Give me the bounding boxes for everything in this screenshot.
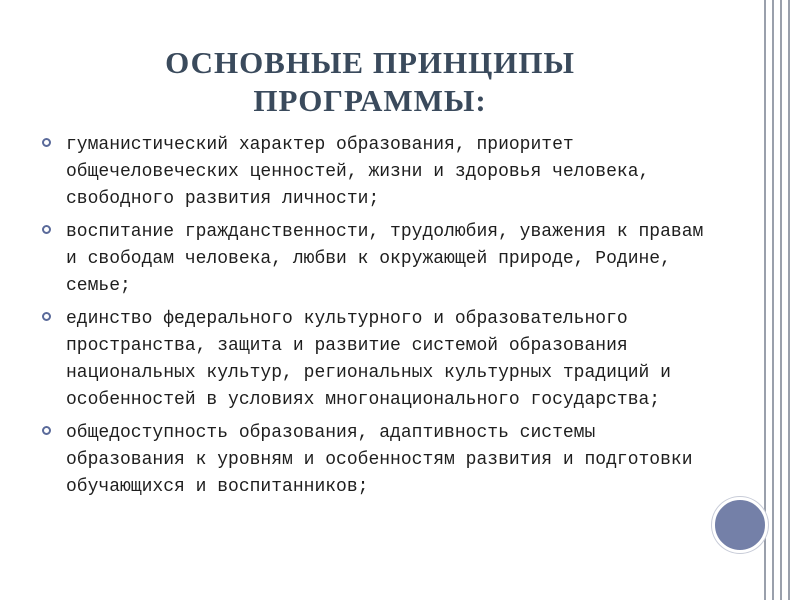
bullet-item [40,420,720,501]
stripe-line [788,0,790,600]
bullet-circle-icon [42,312,51,321]
bullet-circle-icon [42,426,51,435]
stripe-line [780,0,782,600]
slide-title [60,44,680,120]
bullet-list [40,132,720,507]
bullet-text: гуманистический характер образования, приоритет общечеловеческих ценностей, жизни и здоровья человека, свободного развития личности; [66,135,650,209]
slide-title-line-2: ПРОГРАММЫ: [253,83,487,118]
bullet-item [40,132,720,213]
stripe-line [764,0,766,600]
stripe-line [772,0,774,600]
slide-title-line-1: ОСНОВНЫЕ ПРИНЦИПЫ [165,45,575,80]
bullet-item [40,306,720,414]
bullet-text: общедоступность образования, адаптивность системы образования к уровням и особенностям развития и подготовки обучающихся и воспитанников; [66,423,693,497]
bullet-text: единство федерального культурного и образовательного пространства, защита и развитие системой образования национальных культур, региональных культурных традиций и особенностей в условиях многонационального государства; [66,309,671,410]
bullet-text: воспитание гражданственности, трудолюбия, уважения к правам и свободам человека, любви к окружающей природе, Родине, семье; [66,222,704,296]
decorative-stripes [760,0,800,600]
bullet-circle-icon [42,138,51,147]
bullet-circle-icon [42,225,51,234]
bullet-item [40,219,720,300]
decorative-circle-icon [712,497,768,553]
